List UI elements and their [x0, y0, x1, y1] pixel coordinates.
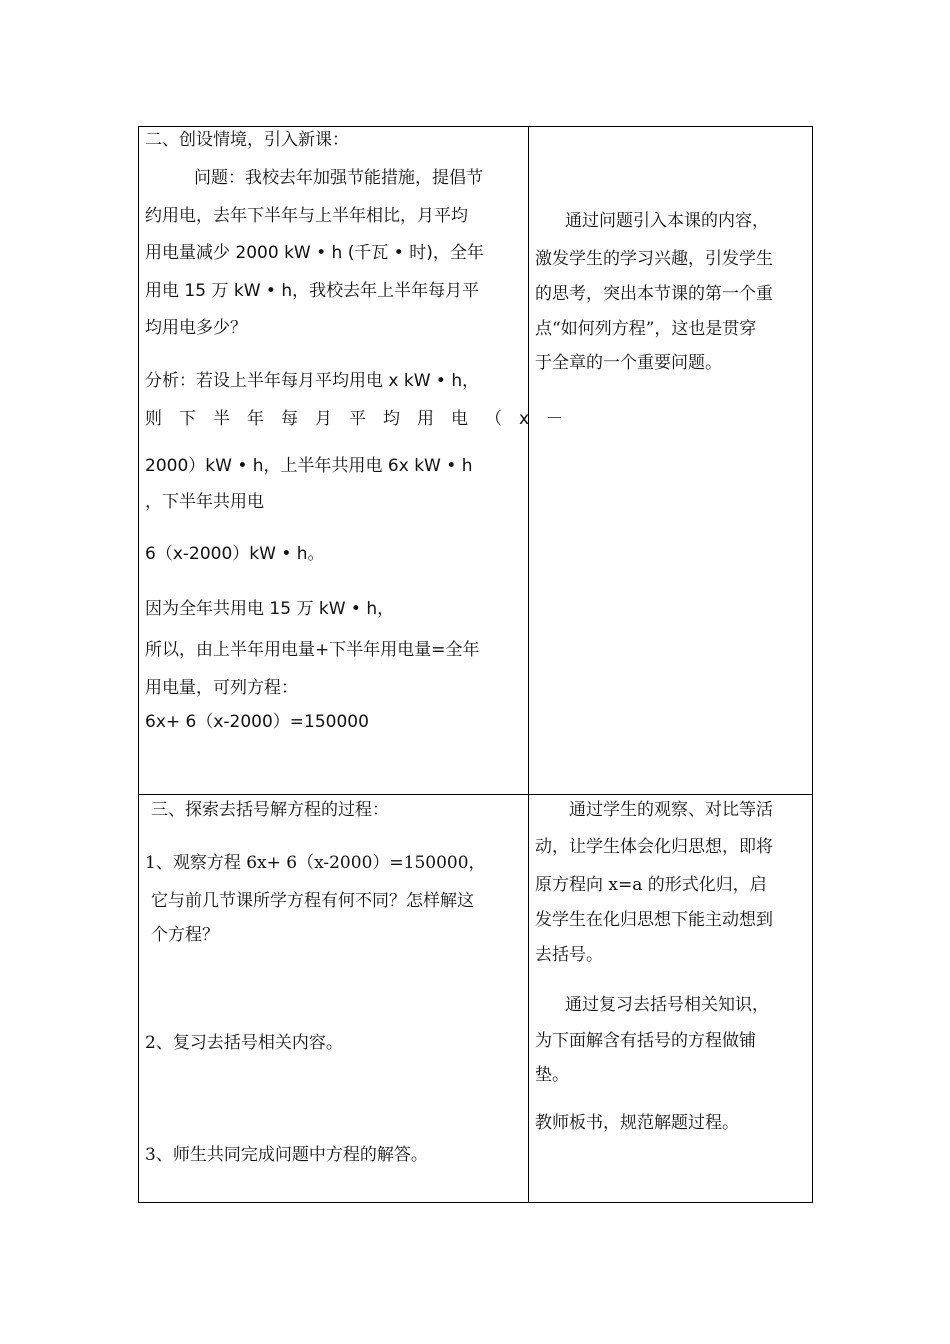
analysis-line: 用电量，可列方程： — [145, 678, 298, 698]
analysis-line: 2000）kW • h，上半年共用电 6x kW • h — [145, 456, 473, 476]
intent-line: 点“如何列方程”，这也是贯穿 — [535, 319, 757, 339]
lesson-plan-table — [138, 126, 813, 1203]
intent-line: 发学生在化归思想下能主动想到 — [535, 910, 773, 930]
intent-line: 原方程向 x=a 的形式化归，启 — [535, 875, 767, 895]
intent-line: 去括号。 — [535, 945, 603, 965]
problem-line: 约用电，去年下半年与上半年相比，月平均 — [145, 206, 468, 226]
activity-line: 个方程？ — [151, 925, 219, 945]
design-intent-cell — [529, 127, 813, 795]
table-row — [139, 795, 813, 1203]
analysis-line: 因为全年共用电 15 万 kW • h， — [145, 599, 395, 619]
equation-line: 6x+ 6（x-2000）=150000 — [145, 712, 369, 732]
section-heading: 二、创设情境，引入新课： — [145, 130, 349, 150]
analysis-line: 所以，由上半年用电量+下半年用电量=全年 — [145, 640, 480, 660]
intent-line: 通过学生的观察、对比等活 — [569, 800, 773, 820]
activity-line: 3、师生共同完成问题中方程的解答。 — [145, 1145, 428, 1165]
intent-line: 于全章的一个重要问题。 — [535, 353, 722, 373]
design-intent-cell — [529, 795, 813, 1203]
problem-line: 用电 15 万 kW • h，我校去年上半年每月平 — [145, 281, 480, 301]
section-heading: 三、探索去括号解方程的过程： — [151, 800, 389, 820]
intent-line: 通过问题引入本课的内容， — [565, 211, 769, 231]
intent-line: 通过复习去括号相关知识， — [565, 995, 769, 1015]
analysis-line: ，下半年共用电 — [145, 492, 264, 512]
intent-line: 激发学生的学习兴趣，引发学生 — [535, 249, 773, 269]
analysis-line: 则下半年每月平均用电（x－ — [145, 409, 581, 429]
problem-line: 用电量减少 2000 kW • h (千瓦 • 时)，全年 — [145, 243, 484, 263]
activity-line: 它与前几节课所学方程有何不同？怎样解这 — [151, 891, 474, 911]
analysis-line: 分析：若设上半年每月平均用电 x kW • h， — [145, 371, 480, 391]
activity-line: 2、复习去括号相关内容。 — [145, 1033, 343, 1053]
teaching-content-cell — [139, 795, 529, 1203]
analysis-line-justified — [145, 408, 581, 430]
intent-line: 动，让学生体会化归思想，即将 — [535, 837, 773, 857]
teaching-content-cell — [139, 127, 581, 795]
problem-line: 均用电多少？ — [145, 318, 247, 338]
intent-line: 为下面解含有括号的方程做铺 — [535, 1031, 756, 1051]
analysis-line: 6（x-2000）kW • h。 — [145, 544, 325, 564]
activity-line: 1、观察方程 6x+ 6（x-2000）=150000， — [145, 853, 486, 873]
intent-line: 的思考，突出本节课的第一个重 — [535, 284, 773, 304]
table-row — [139, 127, 813, 795]
intent-line: 垫。 — [535, 1065, 569, 1085]
intent-line: 教师板书，规范解题过程。 — [535, 1113, 739, 1133]
problem-line: 问题：我校去年加强节能措施，提倡节 — [194, 168, 483, 188]
